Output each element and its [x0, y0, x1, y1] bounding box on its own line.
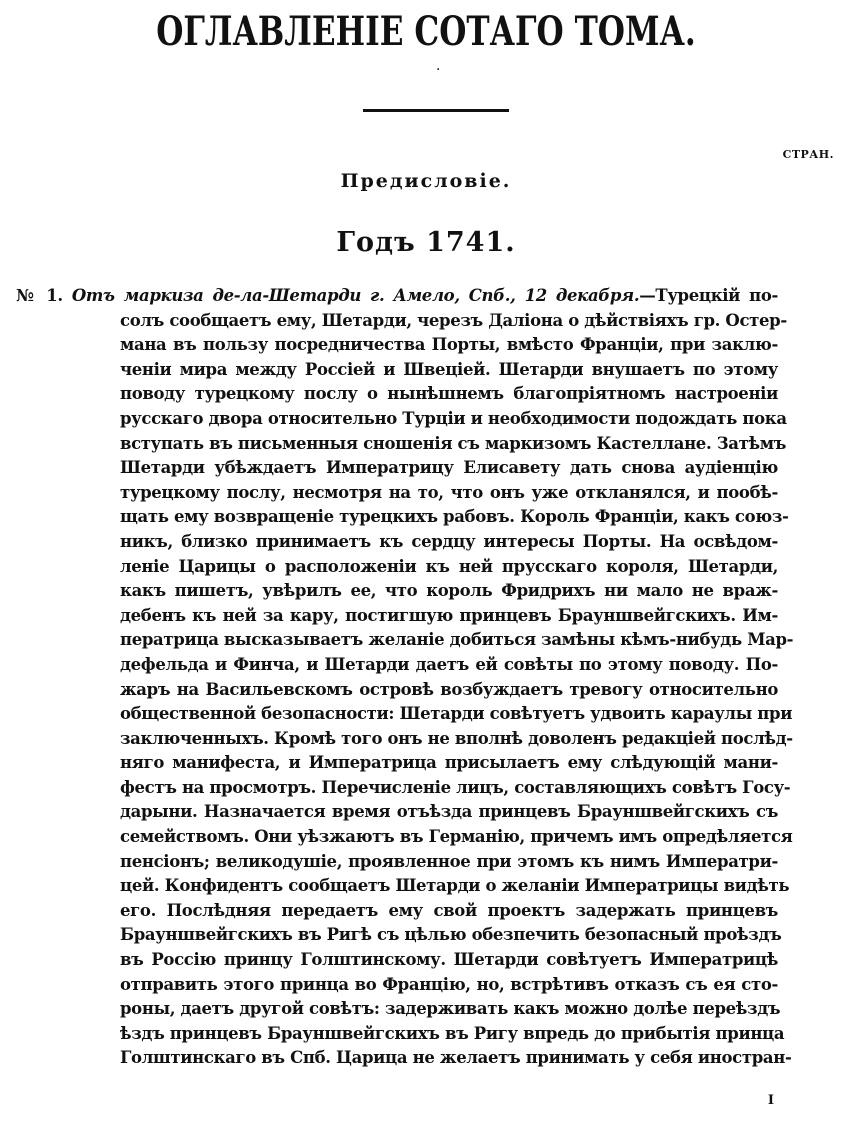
entry-line: Шетарди убѣждаетъ Императрицу Елисавету дать снова аудіенцію: [120, 458, 778, 478]
entry-line: роны, даетъ другой совѣтъ: задерживать какъ можно долѣе переѣздъ: [120, 999, 781, 1019]
entry-line: какъ пишетъ, увѣрилъ ее, что король Фридрихъ ни мало не враж-: [120, 581, 778, 601]
preface-heading: Предисловіе.: [340, 170, 512, 192]
page-title: ОГЛАВЛЕНІЕ СОТАГО ТОМА.: [156, 8, 696, 55]
entry-line: пенсіонъ; великодушіе, проявленное при этомъ къ нимъ Императри-: [120, 851, 778, 871]
entry-body: [16, 309, 794, 1071]
entry-line: въ Россію принцу Голштинскому. Шетарди совѣтуетъ Императрицѣ: [120, 950, 778, 970]
entry-line: вступать въ письменныя сношенія съ маркизомъ Кастеллане. Затѣмъ: [120, 433, 787, 453]
entry-line: дефельда и Финча, и Шетарди даетъ ей совѣты по этому поводу. По-: [120, 654, 778, 674]
entry-line: общественной безопасности: Шетарди совѣтуетъ удвоить караулы при: [120, 704, 793, 724]
entry-line: семействомъ. Они уѣзжаютъ въ Германію, причемъ имъ опредѣляется: [120, 827, 793, 847]
page-number: I: [767, 1093, 774, 1108]
entry-source: Отъ маркиза де-ла-Шетарди г. Амело, Спб., 12 декабря.: [71, 286, 640, 305]
entry-line: цей. Конфидентъ сообщаетъ Шетарди о желаніи Императрицы видѣть: [120, 876, 790, 896]
entry-line: солъ сообщаетъ ему, Шетарди, черезъ Даліона о дѣйствіяхъ гр. Остер-: [120, 310, 787, 330]
entry-line: отправить этого принца во Францію, но, встрѣтивъ отказъ съ ея сто-: [120, 974, 778, 994]
entry-line: Брауншвейгскихъ въ Ригѣ съ цѣлью обезпечить безопасный проѣздъ: [120, 925, 782, 945]
ornament-dot: ·: [436, 62, 441, 78]
entry-line: мана въ пользу посредничества Порты, вмѣсто Франціи, при заклю-: [120, 335, 778, 355]
entry-first-line-rest: —Турецкій по-: [639, 286, 778, 305]
entry-line: никъ, близко принимаетъ къ сердцу интересы Порты. На освѣдом-: [120, 531, 778, 551]
entry-line: турецкому послу, несмотря на то, что онъ уже откланялся, и пообѣ-: [120, 482, 778, 502]
entry-line: дарыни. Назначается время отъѣзда принцевъ Брауншвейгскихъ съ: [120, 802, 778, 822]
entry-line: русскаго двора относительно Турціи и необходимости подождать пока: [120, 408, 787, 428]
entry-line: поводу турецкому послу о нынѣшнемъ благопріятномъ настроеніи: [120, 384, 778, 404]
entry-line: Голштинскаго въ Спб. Царица не желаетъ принимать у себя иностран-: [120, 1048, 792, 1068]
entry-line: дебенъ къ ней за кару, постигшую принцевъ Брауншвейгскихъ. Им-: [120, 605, 778, 625]
entry-line: жаръ на Васильевскомъ островѣ возбуждаетъ тревогу относительно: [120, 679, 778, 699]
toc-entry: [16, 284, 794, 1071]
entry-line: ченіи мира между Россіей и Швеціей. Шетарди внушаетъ по этому: [120, 359, 778, 379]
entry-line: леніе Царицы о расположеніи къ ней прусскаго короля, Шетарди,: [120, 556, 778, 576]
page-column-label: СТРАН.: [782, 148, 834, 161]
entry-line: няго манифеста, и Императрица присылаетъ ему слѣдующій мани-: [120, 753, 778, 773]
title-rule: [363, 109, 509, 112]
entry-line: его. Послѣдняя передаетъ ему свой проектъ задержать принцевъ: [120, 900, 778, 920]
entry-line: щать ему возвращеніе турецкихъ рабовъ. Король Франціи, какъ союз-: [120, 507, 789, 527]
entry-first-line: [16, 284, 778, 309]
entry-number: № 1.: [16, 286, 63, 305]
entry-line: ператрица высказываетъ желаніе добиться замѣны кѣмъ-нибудь Мар-: [120, 630, 794, 650]
year-heading: Годъ 1741.: [336, 227, 516, 258]
entry-line: фестъ на просмотръ. Перечисленіе лицъ, составляющихъ совѣтъ Госу-: [120, 777, 791, 797]
entry-line: ѣздъ принцевъ Брауншвейгскихъ въ Ригу впредь до прибытія принца: [120, 1023, 785, 1043]
entry-line: заключенныхъ. Кромѣ того онъ не вполнѣ доволенъ редакціей послѣд-: [120, 728, 793, 748]
